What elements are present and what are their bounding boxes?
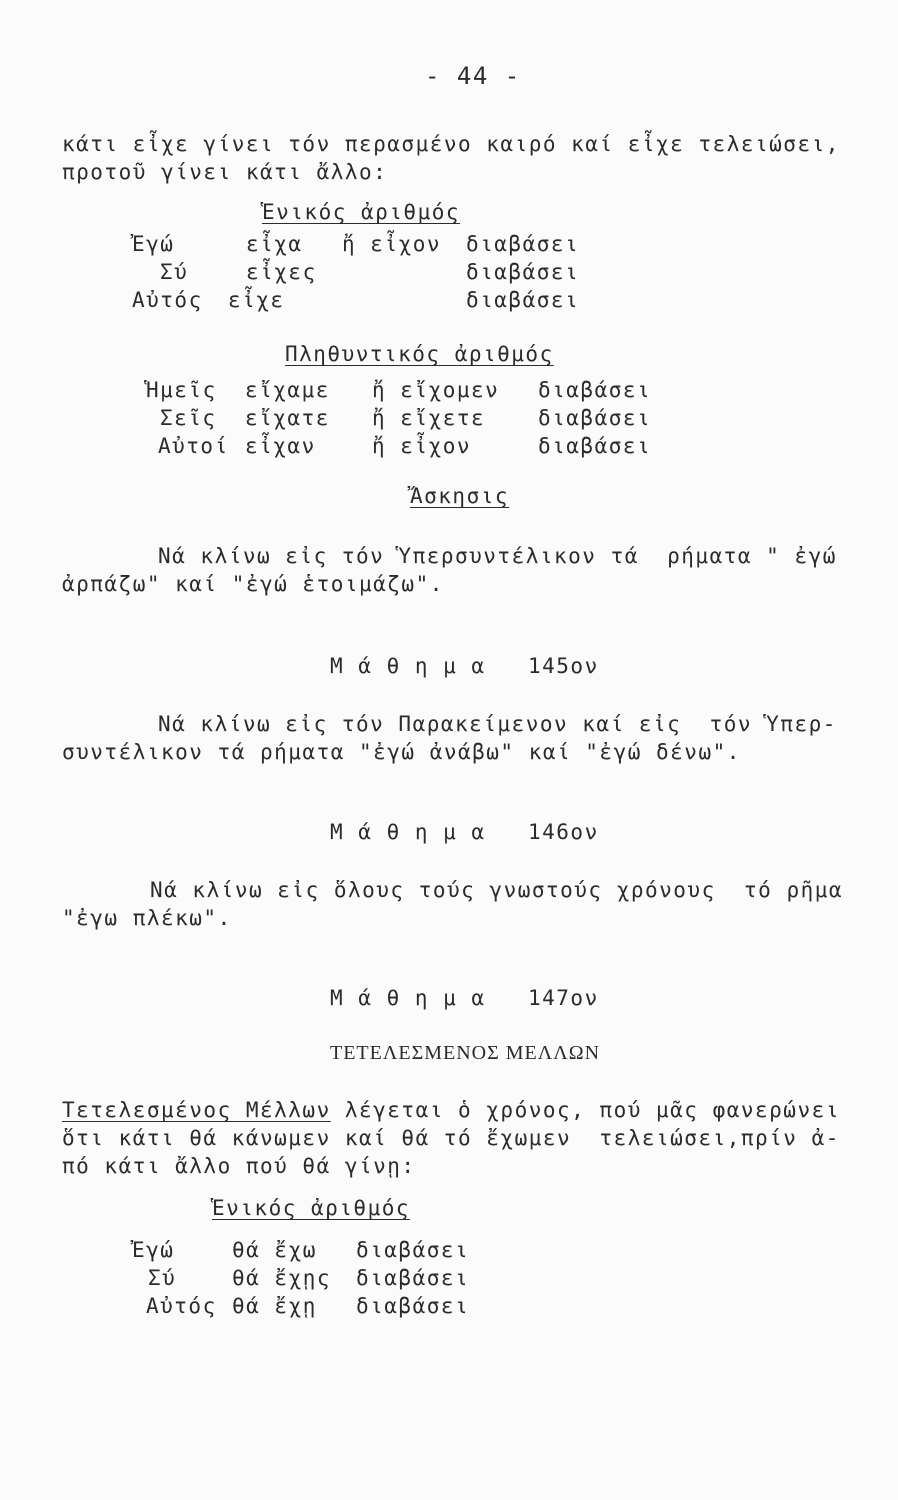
- row-alt: ἤ εἶχον: [372, 434, 472, 458]
- future-perfect-singular-heading: Ἑνικός ἀριθμός: [212, 1196, 411, 1220]
- row-pronoun: Σεῖς: [160, 406, 217, 430]
- definition-line-3: πό κάτι ἄλλο πού θά γίνῃ:: [62, 1154, 416, 1178]
- row-verb: διαβάσει: [356, 1238, 470, 1262]
- row-pronoun: Σύ: [160, 260, 189, 284]
- intro-line-1: κάτι εἶχε γίνει τόν περασμένο καιρό καί εἶχε τελειώσει,: [62, 132, 840, 156]
- lesson-145-line-2: συντέλικον τά ρήματα "ἐγώ ἀνάβω" καί "ἐγώ δένω".: [62, 740, 741, 764]
- exercise-line-2: ἀρπάζω" καί "ἐγώ ἑτοιμάζω".: [62, 572, 444, 596]
- row-pronoun: Αὐτοί: [158, 434, 229, 458]
- lesson-147-subtitle: ΤΕΤΕΛΕΣΜΕΝΟΣ ΜΕΛΛΩΝ: [330, 1042, 601, 1064]
- row-verb: διαβάσει: [538, 378, 652, 402]
- row-pronoun: Ἐγώ: [132, 232, 175, 256]
- page-number: - 44 -: [425, 62, 521, 90]
- row-pronoun: Ἐγώ: [132, 1238, 175, 1262]
- row-pronoun: Αὐτός: [146, 1294, 217, 1318]
- row-verb: διαβάσει: [538, 406, 652, 430]
- row-pronoun: Ἡμεῖς: [146, 378, 217, 402]
- row-form: θά ἔχῃ: [232, 1294, 317, 1318]
- exercise-heading: Ἄσκησις: [410, 484, 510, 508]
- row-pronoun: Σύ: [148, 1266, 177, 1290]
- definition-line-1: [62, 1098, 840, 1122]
- lesson-146-line-2: "ἐγω πλέκω".: [62, 906, 232, 930]
- row-verb: διαβάσει: [466, 288, 580, 312]
- row-verb: διαβάσει: [356, 1294, 470, 1318]
- row-verb: διαβάσει: [356, 1266, 470, 1290]
- intro-line-2: προτοῦ γίνει κάτι ἄλλο:: [62, 160, 388, 184]
- row-form: εἶχαν: [245, 434, 316, 458]
- exercise-line-1: Νά κλίνω εἰς τόν Ὑπερσυντέλικον τά ρήματα " ἐγώ: [158, 544, 837, 568]
- row-form: εἶχα: [246, 232, 303, 256]
- lesson-145-title: Μ ά θ η μ α 145ον: [330, 654, 599, 678]
- lesson-147-title: Μ ά θ η μ α 147ον: [330, 986, 599, 1010]
- row-alt: ἤ εἴχομεν: [372, 378, 500, 402]
- row-verb: διαβάσει: [538, 434, 652, 458]
- row-alt: ἤ εἶχον: [342, 232, 442, 256]
- lesson-145-line-1: Νά κλίνω εἰς τόν Παρακείμενον καί εἰς τόν Ὑπερ-: [158, 712, 837, 736]
- lesson-146-title: Μ ά θ η μ α 146ον: [330, 820, 599, 844]
- lesson-146-line-1: Νά κλίνω εἰς ὅλους τούς γνωστούς χρόνους τό ρῆμα: [150, 878, 844, 902]
- row-form: εἶχες: [246, 260, 317, 284]
- row-form: εἶχε: [228, 288, 285, 312]
- definition-term: Τετελεσμένος Μέλλων: [62, 1098, 331, 1122]
- singular-heading: Ἑνικός ἀριθμός: [262, 200, 461, 224]
- row-verb: διαβάσει: [466, 232, 580, 256]
- plural-heading: Πληθυντικός ἀριθμός: [285, 342, 554, 366]
- row-form: θά ἔχω: [232, 1238, 317, 1262]
- row-pronoun: Αὐτός: [132, 288, 203, 312]
- definition-line-1-rest: λέγεται ὁ χρόνος, πού μᾶς φανερώνει: [330, 1098, 840, 1122]
- row-form: θά ἔχῃς: [232, 1266, 332, 1290]
- row-alt: ἤ εἴχετε: [372, 406, 486, 430]
- definition-line-2: ὅτι κάτι θά κάνωμεν καί θά τό ἔχωμεν τελειώσει,πρίν ἀ-: [62, 1126, 840, 1150]
- row-verb: διαβάσει: [466, 260, 580, 284]
- row-form: εἴχατε: [245, 406, 330, 430]
- row-form: εἴχαμε: [245, 378, 330, 402]
